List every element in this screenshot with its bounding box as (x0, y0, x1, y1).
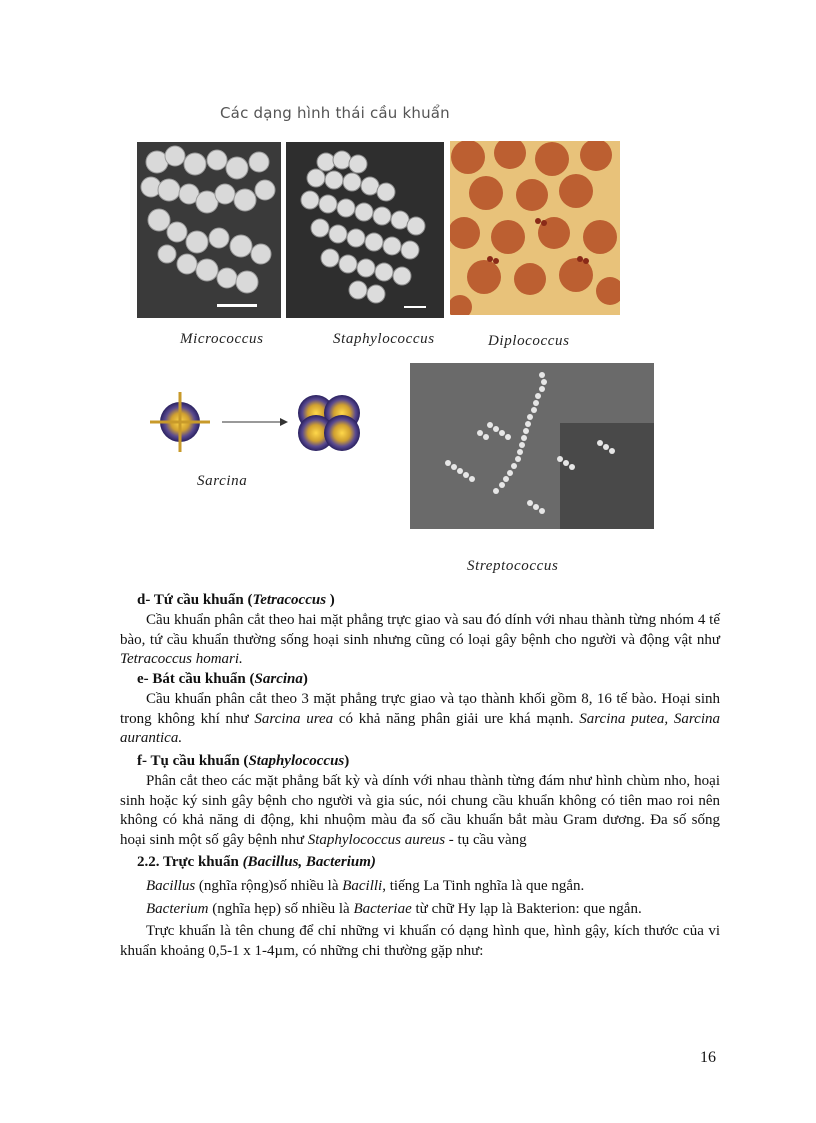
heading-bacillus: 2.2. Trực khuẩn (Bacillus, Bacterium) (137, 854, 376, 870)
sarcina-cell-cluster (298, 395, 360, 451)
paragraph-rod-bacteria: Trực khuẩn là tên chung để chỉ những vi khuẩn có dạng hình que, hình gậy, kích thước của vi khuẩn khoảng 0,5-1 x 1-4µm, có những chi thường gặp như: (120, 923, 720, 959)
paragraph-tetracoccus: Cầu khuẩn phân cắt theo hai mặt phẳng trực giao và sau đó dính với nhau thành từng nhóm 4 tế bào, tứ cầu khuẩn thường sống hoại sinh nhưng cũng có loại gây bệnh cho người và động vật như Tetracoccus homari. (120, 612, 720, 667)
page-number: 16 (700, 1049, 716, 1066)
figure-title: Các dạng hình thái cầu khuẩn (220, 104, 450, 122)
heading-tetracoccus: d- Tứ cầu khuẩn (Tetracoccus ) (137, 592, 335, 608)
caption-sarcina: Sarcina (197, 473, 248, 489)
diplococcus-image (450, 141, 620, 315)
sarcina-diagram (140, 385, 380, 465)
heading-staphylococcus: f- Tụ cầu khuẩn (Staphylococcus) (137, 753, 350, 769)
staphylococcus-image (286, 142, 444, 318)
caption-diplococcus: Diplococcus (488, 333, 570, 349)
paragraph-bacillus: Bacillus (nghĩa rộng)số nhiều là Bacilli, tiếng La Tinh nghĩa là que ngắn. (146, 878, 585, 894)
paragraph-bacterium: Bacterium (nghĩa hẹp) số nhiều là Bacteriae từ chữ Hy lạp là Bakterion: que ngắn. (146, 901, 642, 917)
paragraph-sarcina: Cầu khuẩn phân cắt theo 3 mặt phẳng trực giao và tạo thành khối gồm 8, 16 tế bào. Hoại sinh trong không khí như Sarcina urea có khả năng phân giải ure khá mạnh. Sarcina putea, Sarcina aurantica. (120, 691, 720, 746)
caption-micrococcus: Micrococcus (180, 331, 264, 347)
heading-sarcina: e- Bát cầu khuẩn (Sarcina) (137, 671, 308, 687)
micrococcus-image (137, 142, 281, 318)
caption-streptococcus: Streptococcus (467, 558, 559, 574)
caption-staphylococcus: Staphylococcus (333, 331, 435, 347)
streptococcus-image (410, 363, 654, 529)
single-cell-with-division-planes (150, 392, 210, 452)
paragraph-staphylococcus: Phân cắt theo các mặt phẳng bất kỳ và dính với nhau thành từng đám như hình chùm nho, hoại sinh hoặc ký sinh gây bệnh cho người và gia súc, nói chung cầu khuẩn không có tiên mao roi nên không có khả năng di động, khi nhuộm màu đa số cầu khuẩn bắt màu Gram dương. Đa số sống hoại sinh một số gây bệnh như Staphylococcus aureus - tụ cầu vàng (120, 773, 720, 848)
arrow-icon (222, 418, 288, 426)
